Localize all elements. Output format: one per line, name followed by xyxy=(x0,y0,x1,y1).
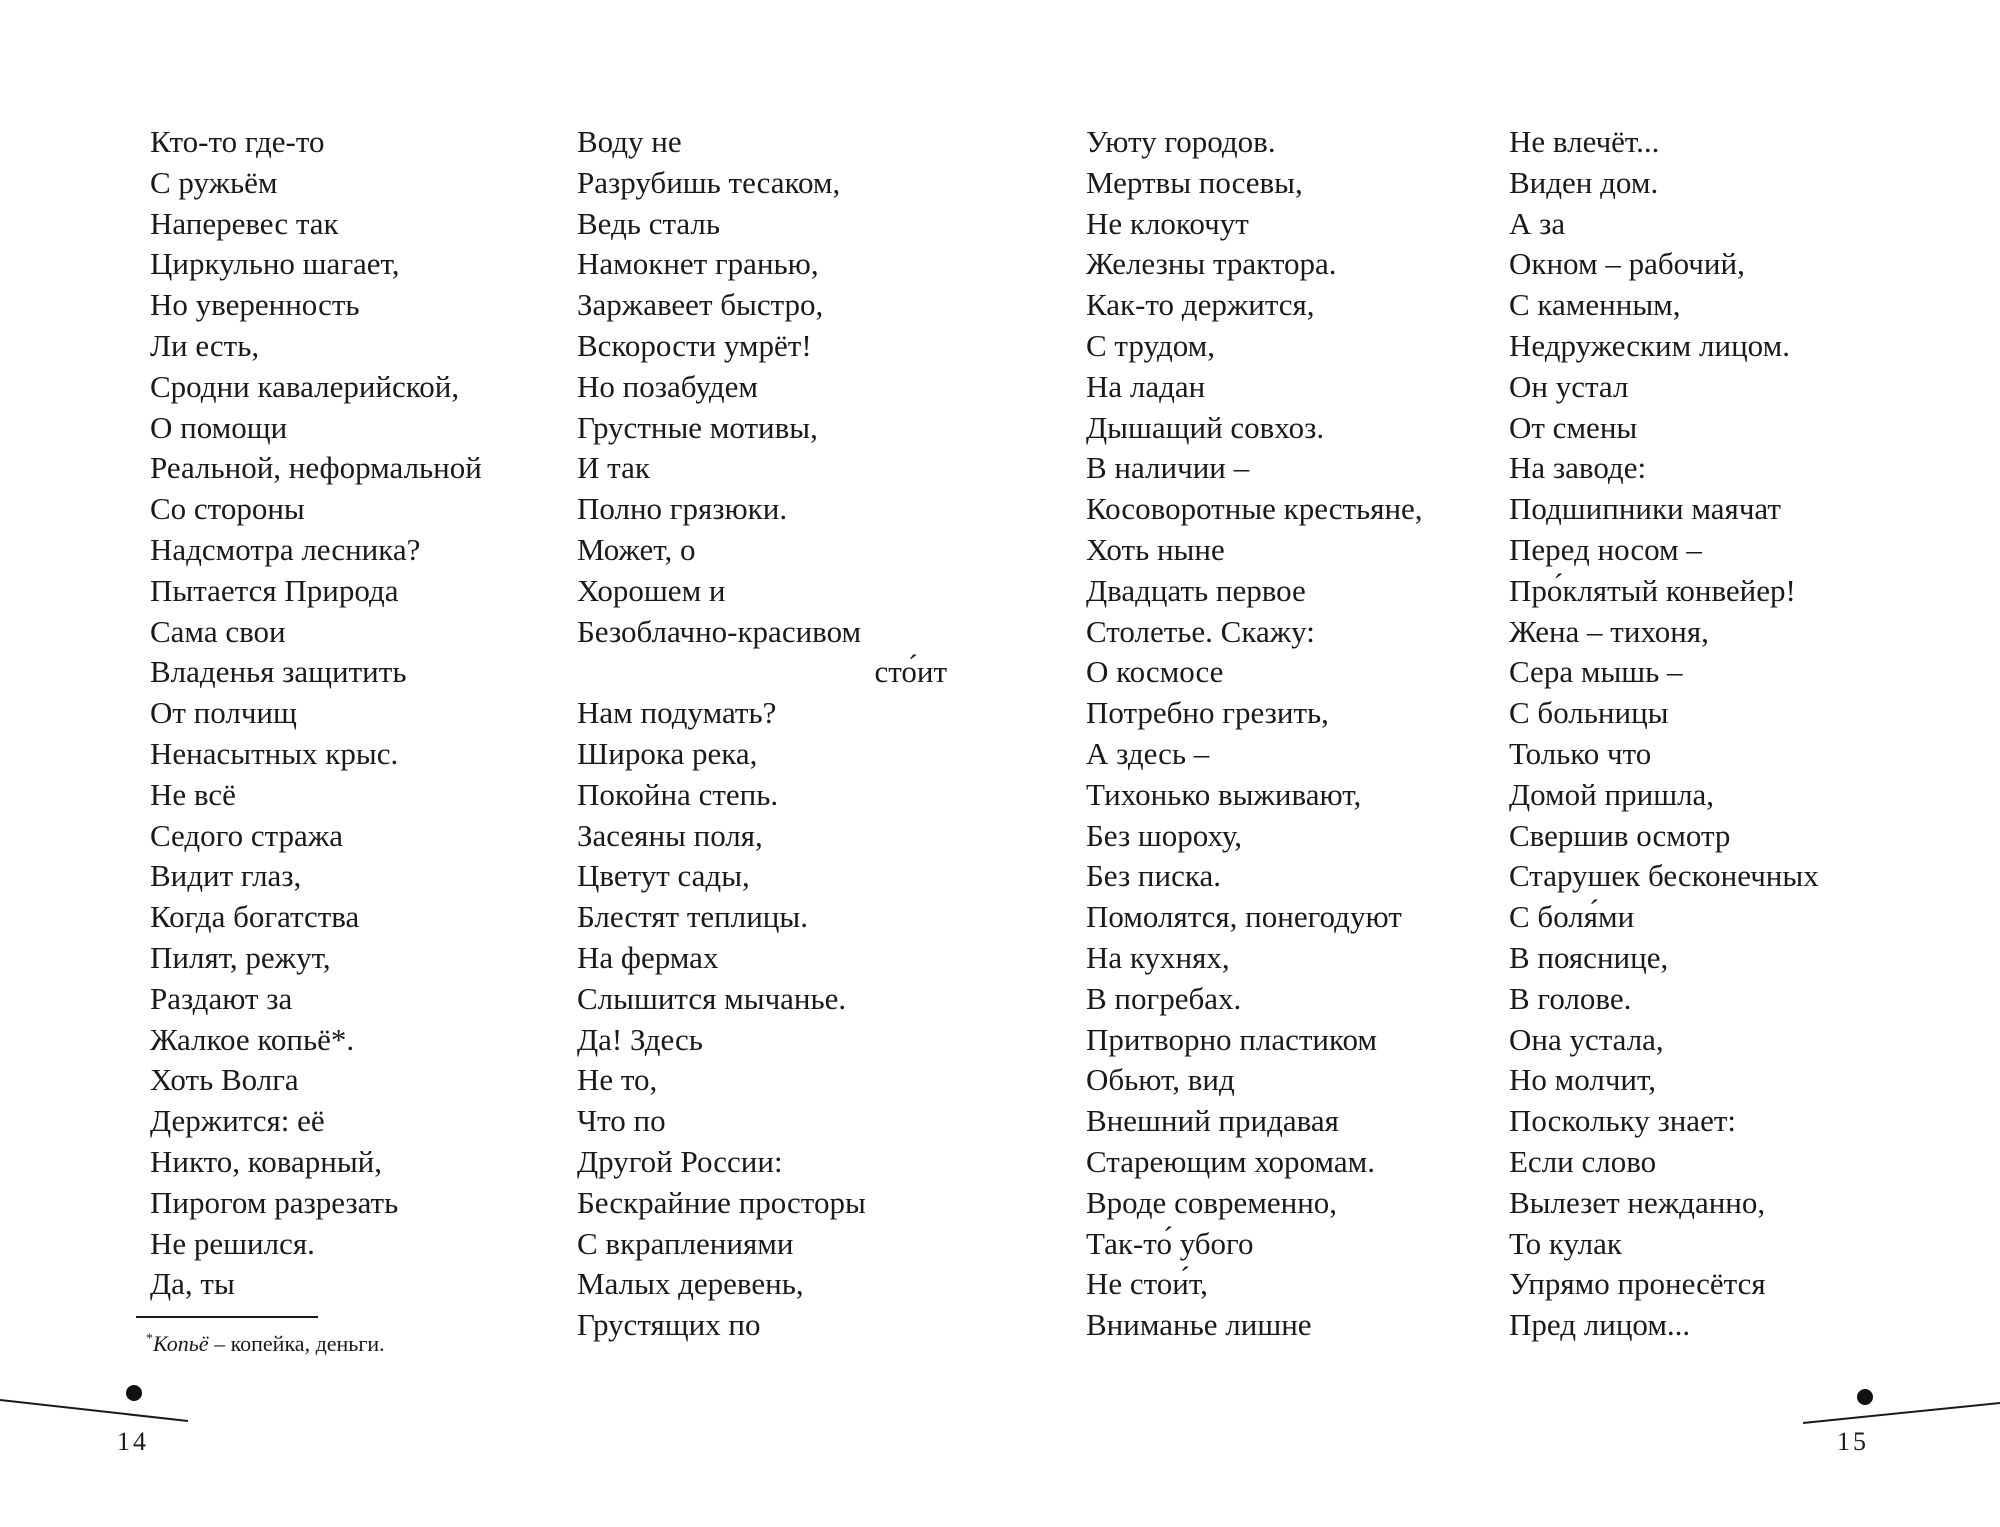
poem-line: Безоблачно-красивом xyxy=(577,613,862,649)
poem-line: Если слово xyxy=(1509,1143,1657,1179)
poem-line: Сама свои xyxy=(150,613,286,649)
poem-line: Циркульно шагает, xyxy=(150,246,400,282)
poem-line: На кухнях, xyxy=(1086,939,1230,975)
poem-line: Нам подумать? xyxy=(577,695,777,731)
poem-line: Малых деревень, xyxy=(577,1266,804,1302)
poem-line: Стареющим хоромам. xyxy=(1086,1143,1375,1179)
poem-line: Вроде современно, xyxy=(1086,1184,1338,1220)
poem-line: Владенья защитить xyxy=(150,654,407,690)
poem-line: Полно грязюки. xyxy=(577,491,788,527)
poem-line: Поскольку знает: xyxy=(1509,1103,1736,1139)
poem-line: Бескрайние просторы xyxy=(577,1184,866,1220)
poem-line: Так-то́ убого xyxy=(1086,1225,1254,1261)
poem-line: Цветут сады, xyxy=(577,858,750,894)
poem-line: А за xyxy=(1509,205,1566,241)
footnote-rule xyxy=(136,1316,318,1318)
poem-line: Другой России: xyxy=(577,1143,783,1179)
poem-line: Засеяны поля, xyxy=(577,817,763,853)
poem-line: Упрямо пронесётся xyxy=(1509,1266,1766,1302)
poem-line: Ведь сталь xyxy=(577,205,721,241)
poem-line: Виден дом. xyxy=(1509,164,1659,200)
footnote xyxy=(146,1331,385,1357)
poem-line: В голове. xyxy=(1509,980,1632,1016)
poem-line: Жена – тихоня, xyxy=(1509,613,1709,649)
poem-line: Пирогом разрезать xyxy=(150,1184,399,1220)
poem-line: Заржавеет быстро, xyxy=(577,287,824,323)
poem-line: сто́ит xyxy=(874,654,947,690)
poem-line: И так xyxy=(577,450,650,486)
poem-line: На ладан xyxy=(1086,368,1206,404)
poem-line: Не клокочут xyxy=(1086,205,1249,241)
poem-line: Сера мышь – xyxy=(1509,654,1683,690)
poem-line: Не всё xyxy=(150,776,236,812)
poem-line: Пред лицом... xyxy=(1509,1307,1691,1343)
poem-line: На заводе: xyxy=(1509,450,1647,486)
poem-line: Без писка. xyxy=(1086,858,1221,894)
poem-line: Кто-то где-то xyxy=(150,124,325,159)
poem-line: Она устала, xyxy=(1509,1021,1664,1057)
poem-line: Когда богатства xyxy=(150,899,360,935)
poem-line: Тихонько выживают, xyxy=(1086,776,1362,812)
poem-line: Грустные мотивы, xyxy=(577,409,818,445)
poem-line: С вкраплениями xyxy=(577,1225,794,1261)
poem-line: Покойна степь. xyxy=(577,776,779,812)
poem-line: Жалкое копьё*. xyxy=(150,1021,355,1057)
left-page-dot xyxy=(126,1385,142,1401)
poem-line: Притворно пластиком xyxy=(1086,1021,1378,1057)
poem-line: Не решился. xyxy=(150,1225,315,1261)
poem-line: Он устал xyxy=(1509,368,1629,404)
poem-line: Пытается Природа xyxy=(150,572,399,608)
left-corner-rule xyxy=(0,1400,188,1421)
poem-line: Видит глаз, xyxy=(150,858,302,894)
poem-line: Потребно грезить, xyxy=(1086,695,1329,731)
poem-line: Да, ты xyxy=(150,1266,235,1302)
poem-line: Но молчит, xyxy=(1509,1062,1656,1098)
poem-line: В пояснице, xyxy=(1509,939,1669,975)
poem-line: С ружьём xyxy=(150,164,278,200)
poem-line: Хоть Волга xyxy=(150,1062,299,1098)
poem-line: Как-то держится, xyxy=(1086,287,1315,323)
poem-line: Перед носом – xyxy=(1509,531,1702,567)
poem-line: Дышащий совхоз. xyxy=(1086,409,1325,445)
poem-line: Хорошем и xyxy=(577,572,726,608)
poem-line: Ли есть, xyxy=(150,327,260,363)
poem-column-3 xyxy=(1086,122,1486,1346)
poem-line: Может, о xyxy=(577,531,696,567)
poem-line: Хоть ныне xyxy=(1086,531,1225,567)
poem-line: Пилят, режут, xyxy=(150,939,331,975)
poem-line: О помощи xyxy=(150,409,288,445)
poem-line: Вниманье лишне xyxy=(1086,1307,1312,1343)
poem-line: От смены xyxy=(1509,409,1638,445)
poem-line: Грустящих по xyxy=(577,1307,761,1343)
poem-line: С трудом, xyxy=(1086,327,1216,363)
poem-line: Помолятся, понегодуют xyxy=(1086,899,1402,935)
poem-line: На фермах xyxy=(577,939,719,975)
poem-line: Косоворотные крестьяне, xyxy=(1086,491,1423,527)
poem-line: С больницы xyxy=(1509,695,1669,731)
poem-line: Разрубишь тесаком, xyxy=(577,164,841,200)
poem-line: В наличии – xyxy=(1086,450,1250,486)
poem-column-1 xyxy=(150,122,550,1305)
poem-line: Старушек бесконечных xyxy=(1509,858,1819,894)
poem-line: Раздают за xyxy=(150,980,293,1016)
poem-line: Уюту городов. xyxy=(1086,124,1276,159)
poem-line: Седого стража xyxy=(150,817,343,853)
poem-line: Мертвы посевы, xyxy=(1086,164,1303,200)
poem-line: С каменным, xyxy=(1509,287,1681,323)
poem-line: Только что xyxy=(1509,735,1652,771)
poem-line: А здесь – xyxy=(1086,735,1210,771)
poem-line: Внешний придавая xyxy=(1086,1103,1339,1139)
poem-line: С боля́ми xyxy=(1509,899,1635,935)
poem-line: Намокнет гранью, xyxy=(577,246,819,282)
poem-line: Свершив осмотр xyxy=(1509,817,1731,853)
poem-line: Не влечёт... xyxy=(1509,124,1660,159)
poem-line: Широка река, xyxy=(577,735,758,771)
poem-line: Обьют, вид xyxy=(1086,1062,1235,1098)
poem-line: Без шороху, xyxy=(1086,817,1242,853)
footnote-term: Копьё xyxy=(153,1331,209,1356)
poem-column-2 xyxy=(577,122,947,1346)
poem-line: Недружеским лицом. xyxy=(1509,327,1790,363)
poem-line: Да! Здесь xyxy=(577,1021,703,1057)
poem-line: Двадцать первое xyxy=(1086,572,1306,608)
poem-line: Окном – рабочий, xyxy=(1509,246,1745,282)
poem-line: Слышится мычанье. xyxy=(577,980,847,1016)
poem-column-4 xyxy=(1509,122,1929,1346)
poem-line: Но уверенность xyxy=(150,287,360,323)
poem-line: Никто, коварный, xyxy=(150,1143,383,1179)
poem-line: Не то, xyxy=(577,1062,658,1098)
poem-line: Не стои́т, xyxy=(1086,1266,1208,1302)
poem-line: О космосе xyxy=(1086,654,1224,690)
footnote-marker: * xyxy=(146,1331,153,1347)
poem-line: Воду не xyxy=(577,124,682,159)
poem-line: Столетье. Скажу: xyxy=(1086,613,1315,649)
poem-line: Блестят теплицы. xyxy=(577,899,808,935)
right-corner-rule xyxy=(1803,1403,2000,1423)
poem-line: Вылезет нежданно, xyxy=(1509,1184,1766,1220)
poem-line: Держится: её xyxy=(150,1103,325,1139)
poem-line: Но позабудем xyxy=(577,368,759,404)
poem-line: Домой пришла, xyxy=(1509,776,1715,812)
poem-line: Что по xyxy=(577,1103,666,1139)
poem-line: В погребах. xyxy=(1086,980,1242,1016)
poem-line: Надсмотра лесника? xyxy=(150,531,421,567)
poem-line: От полчищ xyxy=(150,695,297,731)
footnote-definition: – копейка, деньги. xyxy=(208,1331,385,1356)
poem-line: Реальной, неформальной xyxy=(150,450,482,486)
poem-line: Железны трактора. xyxy=(1086,246,1337,282)
poem-line: Про́клятый конвейер! xyxy=(1509,572,1796,608)
poem-line: Вскорости умрёт! xyxy=(577,327,812,363)
poem-line: Ненасытных крыс. xyxy=(150,735,399,771)
poem-line: Подшипники маячат xyxy=(1509,491,1781,527)
poem-line: То кулак xyxy=(1509,1225,1622,1261)
page-number-left: 14 xyxy=(117,1427,149,1456)
poem-line: Наперевес так xyxy=(150,205,339,241)
page-number-right: 15 xyxy=(1837,1427,1869,1456)
poem-line: Сродни кавалерийской, xyxy=(150,368,460,404)
poem-line: Со стороны xyxy=(150,491,305,527)
right-page-dot xyxy=(1857,1389,1873,1405)
